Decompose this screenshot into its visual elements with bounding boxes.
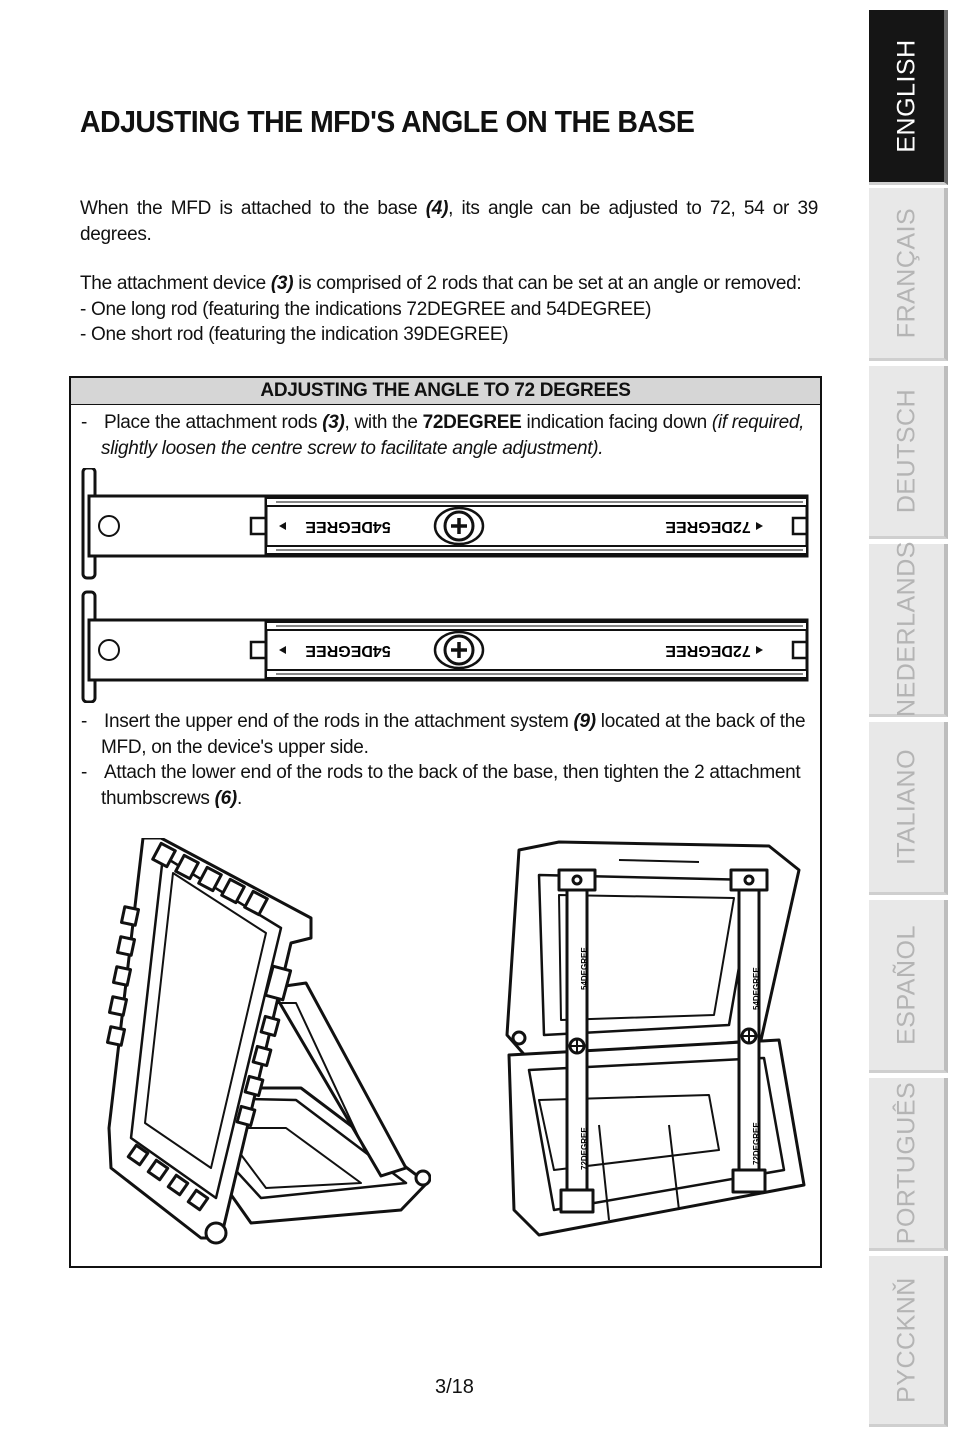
- step-text: Insert the upper end of the rods in the attachment system: [104, 711, 574, 732]
- step-text: , with the: [344, 412, 423, 433]
- part-reference: (9): [573, 711, 596, 732]
- step-note: (if required, slightly loosen the centre screw to facilitate angle adjustment).: [101, 412, 805, 459]
- tab-italiano[interactable]: [869, 722, 948, 895]
- intro-paragraph-1: [80, 196, 818, 247]
- tab-russian[interactable]: [869, 1256, 948, 1427]
- intro-text: When the MFD is attached to the base: [80, 198, 426, 219]
- part-reference: (4): [425, 198, 449, 219]
- rod-label-54: 54DEGREE: [752, 967, 761, 1010]
- intro-text: is comprised of 2 rods that can be set at an angle or removed:: [293, 273, 802, 294]
- rod-label-72: 72DEGREE: [752, 1122, 761, 1165]
- box-header: ADJUSTING THE ANGLE TO 72 DEGREES: [71, 378, 820, 405]
- rod-label-54: 54DEGREE: [305, 641, 391, 659]
- step-text: .: [236, 787, 242, 809]
- rod-drawing: [83, 468, 807, 578]
- short-rod-line: - One short rod (featuring the indication 39DEGREE): [80, 324, 509, 345]
- step-place-rods: [81, 410, 811, 461]
- tab-nederlands[interactable]: [869, 541, 948, 717]
- language-tabs: [855, 0, 954, 1430]
- step-text: Attach the lower end of the rods to the back of the base, then tighten the 2 attachment thumbscrews: [101, 762, 801, 809]
- tab-label: DEUTSCH: [892, 388, 920, 514]
- rod-label-54: 54DEGREE: [580, 947, 589, 990]
- step-insert-rods: [81, 709, 811, 760]
- part-reference: (3): [270, 273, 294, 294]
- bullet-dash: -: [81, 412, 88, 433]
- rods-illustration: [81, 468, 811, 703]
- tab-label: PYCCKNŇ: [892, 1277, 920, 1403]
- bullet-dash: -: [81, 711, 88, 732]
- tab-label: ESPAÑOL: [892, 925, 920, 1045]
- page-number: 3/18: [435, 1376, 474, 1398]
- tab-label: ENGLISH: [892, 39, 920, 153]
- part-reference: (6): [214, 787, 237, 809]
- rod-label-54: 54DEGREE: [305, 517, 391, 535]
- tab-francais[interactable]: [869, 188, 948, 361]
- intro-line: [80, 271, 818, 297]
- mfd-side-illustration: [101, 838, 431, 1248]
- tab-label: NEDERLANDS: [892, 541, 920, 717]
- page-title: ADJUSTING THE MFD'S ANGLE ON THE BASE: [80, 104, 695, 139]
- intro-text: The attachment device: [80, 273, 271, 294]
- rod-drawing-2: [83, 592, 807, 702]
- tab-english[interactable]: [869, 10, 948, 185]
- degree-indication: 72DEGREE: [422, 412, 522, 433]
- tab-label: FRANÇAIS: [892, 207, 920, 339]
- part-reference: (3): [322, 412, 345, 433]
- step-text: Place the attachment rods: [104, 412, 323, 433]
- bullet-dash: -: [81, 762, 88, 783]
- rod-label-72: 72DEGREE: [665, 517, 751, 535]
- tab-espanol[interactable]: [869, 900, 948, 1073]
- instruction-box: [69, 376, 822, 1268]
- mfd-back-illustration: [499, 840, 811, 1244]
- intro-paragraph-2: [80, 271, 818, 348]
- rod-label-72: 72DEGREE: [665, 641, 751, 659]
- tab-label: ITALIANO: [892, 748, 920, 866]
- tab-label: PORTUGUÊS: [892, 1081, 920, 1245]
- step-attach-rods: [81, 760, 811, 811]
- step-text: located at the back of the MFD, on the device's upper side.: [101, 711, 806, 758]
- tab-deutsch[interactable]: [869, 366, 948, 539]
- intro-text: , its angle can be adjusted to 72, 54 or 39 degrees.: [80, 198, 818, 245]
- rod-label-72: 72DEGREE: [580, 1127, 589, 1170]
- step-text: indication facing down: [521, 412, 712, 433]
- long-rod-line: - One long rod (featuring the indications 72DEGREE and 54DEGREE): [80, 298, 652, 320]
- tab-portugues[interactable]: [869, 1078, 948, 1251]
